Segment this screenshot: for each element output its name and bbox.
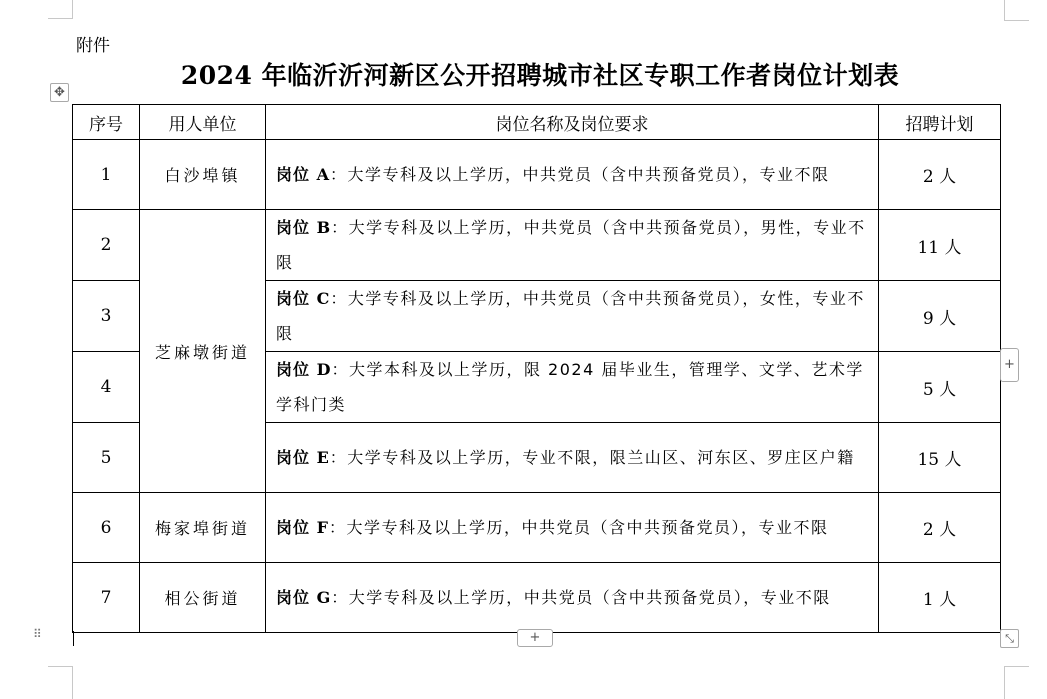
- employer-unit[interactable]: 相公街道: [140, 563, 266, 633]
- position-requirement-text: ：大学本科及以上学历，限 2024 届毕业生，管理学、文学、艺术学学科门类: [276, 360, 864, 414]
- header-unit[interactable]: 用人单位: [140, 105, 266, 140]
- row-number[interactable]: 5: [73, 423, 140, 493]
- position-name: 岗位 E: [276, 448, 330, 467]
- position-requirement-cell[interactable]: [266, 563, 879, 633]
- position-requirement-cell[interactable]: [266, 140, 879, 210]
- employer-unit[interactable]: 梅家埠街道: [140, 493, 266, 563]
- employer-unit[interactable]: 芝麻墩街道: [140, 210, 266, 493]
- position-requirement-text: ：大学专科及以上学历，中共党员（含中共预备党员），专业不限: [330, 165, 830, 184]
- position-name: 岗位 B: [276, 218, 332, 237]
- position-requirement-text: ：大学专科及以上学历，中共党员（含中共预备党员），女性，专业不限: [276, 289, 865, 343]
- table-header-row: [73, 105, 1001, 140]
- recruit-plan[interactable]: 1 人: [879, 563, 1001, 633]
- page-title: 2024 年临沂沂河新区公开招聘城市社区专职工作者岗位计划表: [180, 61, 900, 90]
- recruit-plan[interactable]: 5 人: [879, 352, 1001, 423]
- table-row: [73, 140, 1001, 210]
- position-requirement-cell[interactable]: [266, 352, 879, 423]
- position-name: 岗位 A: [276, 165, 330, 184]
- row-number[interactable]: 3: [73, 281, 140, 352]
- recruit-plan[interactable]: 11 人: [879, 210, 1001, 281]
- position-plan-table: [72, 104, 1001, 633]
- position-name: 岗位 G: [276, 588, 332, 607]
- recruit-plan[interactable]: 15 人: [879, 423, 1001, 493]
- position-requirement-text: ：大学专科及以上学历，中共党员（含中共预备党员），专业不限: [328, 518, 829, 537]
- employer-unit[interactable]: 白沙埠镇: [140, 140, 266, 210]
- row-number[interactable]: 6: [73, 493, 140, 563]
- page-corner-mark-top-right: [1004, 0, 1029, 21]
- row-number[interactable]: 7: [73, 563, 140, 633]
- table-row: [73, 563, 1001, 633]
- position-name: 岗位 F: [276, 518, 329, 537]
- add-column-icon[interactable]: +: [1000, 348, 1019, 382]
- page-corner-mark-top-left: [48, 0, 73, 19]
- table-row: [73, 493, 1001, 563]
- position-requirement-cell[interactable]: [266, 210, 879, 281]
- position-requirement-cell[interactable]: [266, 493, 879, 563]
- drag-handle-icon[interactable]: ⠿: [33, 627, 43, 641]
- position-requirement-text: ：大学专科及以上学历，中共党员（含中共预备党员），专业不限: [331, 588, 831, 607]
- position-requirement-cell[interactable]: [266, 423, 879, 493]
- row-number[interactable]: 1: [73, 140, 140, 210]
- header-no[interactable]: 序号: [73, 105, 140, 140]
- header-requirements[interactable]: 岗位名称及岗位要求: [266, 105, 879, 140]
- recruit-plan[interactable]: 9 人: [879, 281, 1001, 352]
- text-cursor: [73, 631, 74, 646]
- position-name: 岗位 C: [276, 289, 331, 308]
- position-requirement-cell[interactable]: [266, 281, 879, 352]
- attachment-label: 附件: [76, 36, 110, 56]
- page-corner-mark-bottom-right: [1004, 666, 1029, 699]
- add-row-icon[interactable]: +: [517, 629, 553, 647]
- header-plan[interactable]: 招聘计划: [879, 105, 1001, 140]
- table-move-icon[interactable]: ✥: [50, 83, 69, 102]
- row-number[interactable]: 2: [73, 210, 140, 281]
- row-number[interactable]: 4: [73, 352, 140, 423]
- table-resize-icon[interactable]: ⤡: [1000, 629, 1019, 648]
- table-row: [73, 210, 1001, 281]
- position-requirement-text: ：大学专科及以上学历，专业不限，限兰山区、河东区、罗庄区户籍: [329, 448, 855, 467]
- recruit-plan[interactable]: 2 人: [879, 493, 1001, 563]
- position-name: 岗位 D: [276, 360, 332, 379]
- page-corner-mark-bottom-left: [48, 666, 73, 699]
- recruit-plan[interactable]: 2 人: [879, 140, 1001, 210]
- position-requirement-text: ：大学专科及以上学历，中共党员（含中共预备党员），男性，专业不限: [276, 218, 866, 272]
